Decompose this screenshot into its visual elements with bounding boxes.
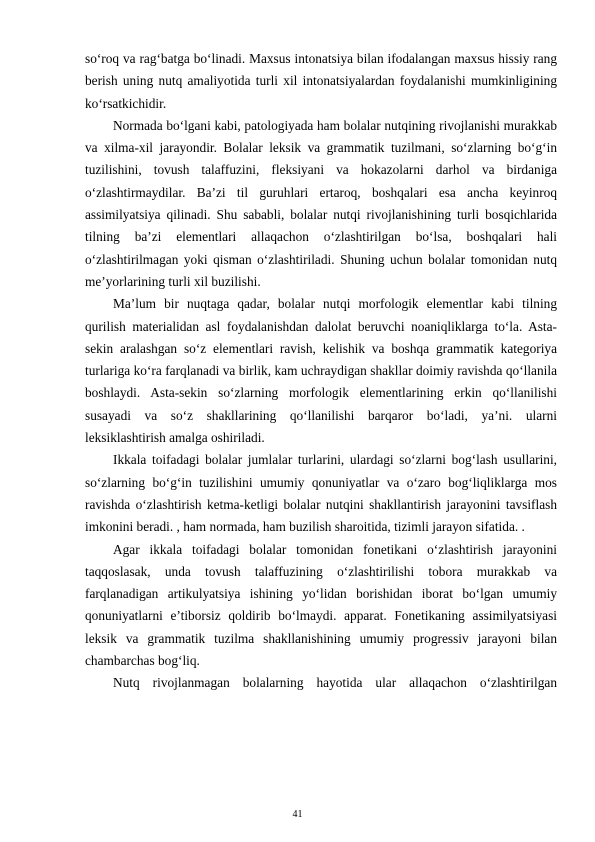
page-body xyxy=(85,48,557,695)
paragraph-5: Agar ikkala toifadagi bolalar tomonidan fonetikani o‘zlashtirish jarayonini taqqoslasak, unda tovush talaffuzining o‘zlashtirilishi tobora murakkab va farqlanadigan artikulyatsiya ishining yo‘lidan borishidan iborat bo‘lgan umumiy qonuniyatlarni e’tiborsiz qoldirib bo‘lmaydi. apparat. Fonetikaning assimilyatsiyasi leksik va grammatik tuzilma shakllanishining umumiy progressiv jarayoni bilan chambarchas bog‘liq. xyxy=(85,541,557,669)
paragraph-2: Normada bo‘lgani kabi, patologiyada ham bolalar nutqining rivojlanishi murakkab va xilma-xil jarayondir. Bolalar leksik va grammatik tuzilmani, so‘zlarning bo‘g‘in tuzilishini, tovush talaffuzini, fleksiyani va hokazolarni darhol va birdaniga o‘zlashtirmaydilar. Ba’zi til guruhlari ertaroq, boshqalari esa ancha keyinroq assimilyatsiya qilinadi. Shu sababli, bolalar nutqi rivojlanishining turli bosqichlarida tilning ba’zi elementlari allaqachon o‘zlashtirilgan bo‘lsa, boshqalari hali o‘zlashtirilmagan yoki qisman o‘zlashtiriladi. Shuning uchun bolalar tomonidan nutq me’yorlarining turli xil buzilishi. xyxy=(85,117,557,289)
paragraph-4: Ikkala toifadagi bolalar jumlalar turlarini, ulardagi so‘zlarni bog‘lash usullarini, so‘zlarning bo‘g‘in tuzilishini umumiy qonuniyatlar va o‘zaro bog‘liqliklarga mos ravishda o‘zlashtirish ketma-ketligi bolalar nutqini shakllantirish jarayonini tavsiflash imkonini beradi. , ham normada, ham buzilish sharoitida, tizimli jarayon sifatida. . xyxy=(85,452,557,535)
paragraph-3: Ma’lum bir nuqtaga qadar, bolalar nutqi morfologik elementlar kabi tilning qurilish materialidan asl foydalanishdan dalolat beruvchi noaniqliklarga to‘la. Asta-sekin aralashgan so‘z elementlari ravish, kelishik va boshqa grammatik kategoriya turlariga ko‘ra farqlanadi va birlik, kam uchraydigan shakllar doimiy ravishda qo‘llanila boshlaydi. Asta-sekin so‘zlarning morfologik elementlarining erkin qo‘llanilishi susayadi va so‘z shakllarining qo‘llanilishi barqaror bo‘ladi, ya’ni. ularni leksiklashtirish amalga oshiriladi. xyxy=(85,296,557,446)
page-number: 41 xyxy=(292,809,303,820)
paragraph-1: so‘roq va rag‘batga bo‘linadi. Maxsus intonatsiya bilan ifodalangan maxsus hissiy rang berish uning nutq amaliyotida turli xil intonatsiyalardan foydalanishi mumkinligining ko‘rsatkichidir. xyxy=(85,51,557,111)
paragraph-6: Nutq rivojlanmagan bolalarning hayotida ular allaqachon o‘zlashtirilgan xyxy=(113,675,557,691)
